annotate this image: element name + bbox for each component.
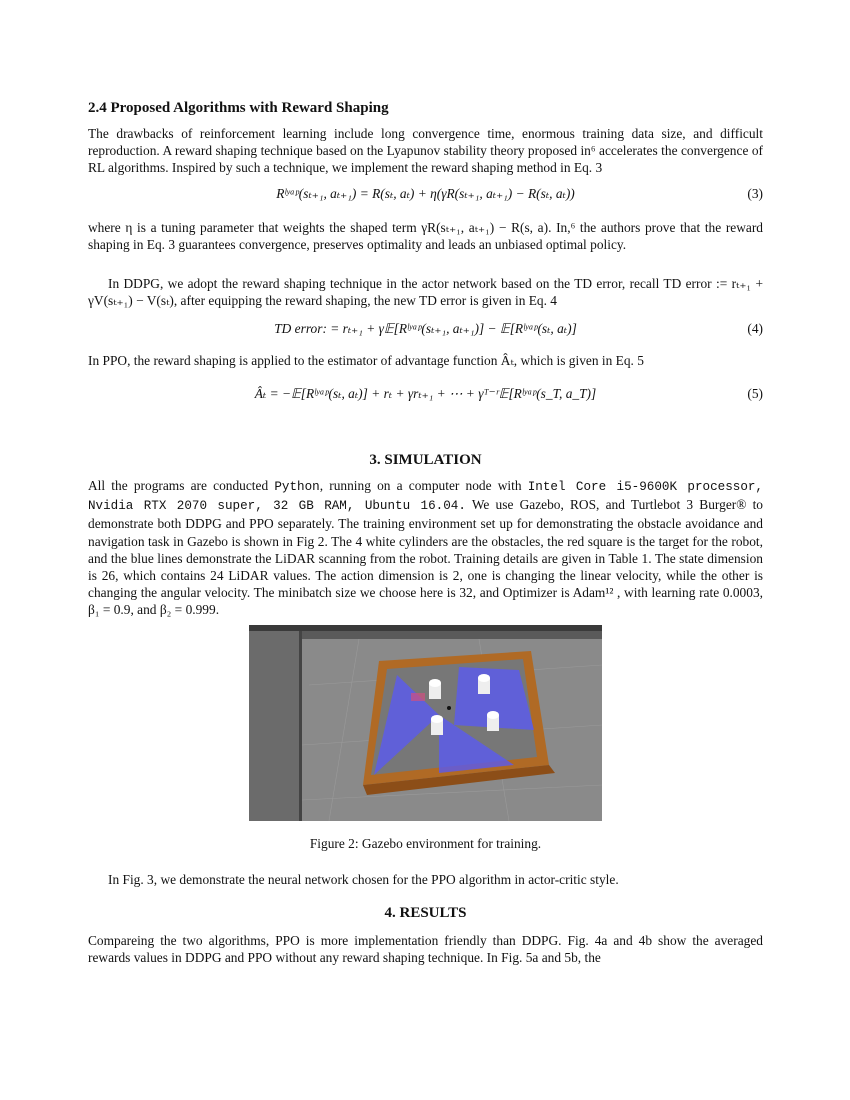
equation-body: Âₜ = −𝔼[Rˡʸᵃᵖ(sₜ, aₜ)] + rₜ + γrₜ₊₁ + ⋯ + γᵀ⁻ʳ𝔼[Rˡʸᵃᵖ(s_T, a_T)] bbox=[254, 386, 597, 401]
section-heading-2-4: 2.4 Proposed Algorithms with Reward Shaping bbox=[88, 100, 389, 116]
figure-caption: Figure 2: Gazebo environment for training. bbox=[309, 836, 542, 851]
paragraph: where η is a tuning parameter that weights the shaped term γR(sₜ₊₁, aₜ₊₁) − R(s, a). In,⁶ the authors prove that the reward shaping in Eq. 3 guarantees convergence, preserves optimality and leads an unbiased optimal policy. bbox=[88, 220, 763, 253]
equation-4 bbox=[88, 320, 763, 337]
paragraph: In PPO, the reward shaping is applied to the estimator of advantage function Âₜ, which is given in Eq. 5 bbox=[88, 353, 644, 368]
equation-number: (5) bbox=[747, 386, 763, 401]
robot bbox=[447, 706, 451, 710]
paragraph: The drawbacks of reinforcement learning include long convergence time, enormous training data size, and difficult reproduction. A reward shaping technique based on the Lyapunov stability theory proposed in⁶ accelerates the convergence of RL algorithms. Inspired by such a technique, we implement the reward shaping method in Eq. 3 bbox=[88, 126, 763, 176]
equation-number: (3) bbox=[747, 186, 763, 201]
paragraph: In Fig. 3, we demonstrate the neural network chosen for the PPO algorithm in actor-critic style. bbox=[108, 872, 619, 887]
equation-3 bbox=[88, 185, 763, 202]
gazebo-figure bbox=[249, 625, 602, 821]
paragraph bbox=[88, 477, 763, 619]
paragraph: Compareing the two algorithms, PPO is more implementation friendly than DDPG. Fig. 4a and 4b show the averaged rewards values in DDPG and PPO without any reward shaping technique. In Fig. 5a and 5b, the bbox=[88, 933, 763, 966]
gazebo-toolbar bbox=[302, 631, 602, 639]
text: All the programs are conducted bbox=[88, 478, 275, 493]
gazebo-side-panel bbox=[249, 631, 299, 821]
text: , running on a computer node with bbox=[319, 478, 528, 493]
text: We use Gazebo, ROS, and Turtlebot 3 Burger® to demonstrate both DDPG and PPO separately. The training environment set up for demonstrating the obstacle avoidance and navigation task in Gazebo is shown in Fig 2. The 4 white cylinders are the obstacles, the red square is the target for the robot, and the blue lines demonstrate the LiDAR scanning from the robot. Training details are given in Table 1. The state dimension is 26, which contains 24 LiDAR values. The action dimension is 2, one is changing the linear velocity, while the other is changing the angular velocity. The minibatch size we choose here is 32, and Optimizer is Adam¹² , with learning rate 0.0003, β₁ = 0.9, and β₂ = 0.999. bbox=[88, 497, 763, 618]
section-heading-4: 4. RESULTS bbox=[384, 905, 467, 921]
target-square bbox=[411, 693, 425, 701]
equation-5 bbox=[88, 385, 763, 402]
equation-number: (4) bbox=[747, 321, 763, 336]
code-text: Python bbox=[274, 480, 320, 494]
section-heading-3: 3. SIMULATION bbox=[369, 452, 482, 468]
equation-body: Rˡʸᵃᵖ(sₜ₊₁, aₜ₊₁) = R(sₜ, aₜ) + η(γR(sₜ₊₁, aₜ₊₁) − R(sₜ, aₜ)) bbox=[276, 186, 575, 201]
paragraph: In DDPG, we adopt the reward shaping technique in the actor network based on the TD error, recall TD error := rₜ₊₁ + γV(sₜ₊₁) − V(sₜ), after equipping the reward shaping, the new TD error is given in Eq. 4 bbox=[88, 276, 763, 309]
equation-body: TD error: = rₜ₊₁ + γ𝔼[Rˡʸᵃᵖ(sₜ₊₁, aₜ₊₁)] − 𝔼[Rˡʸᵃᵖ(sₜ, aₜ)] bbox=[274, 321, 577, 336]
hardware-text: Intel Core i5-9600K processor, Nvidia RTX 2070 super, 32 GB RAM, Ubuntu 16.04. bbox=[88, 480, 763, 514]
